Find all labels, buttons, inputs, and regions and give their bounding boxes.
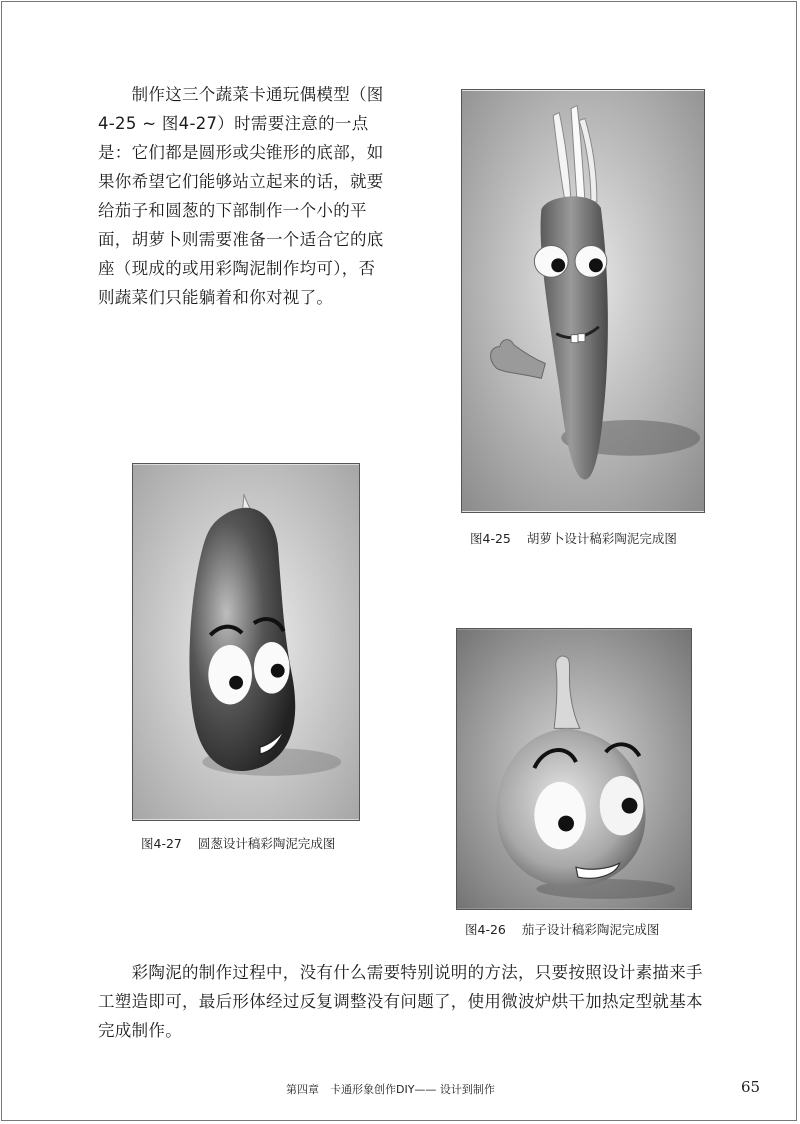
carrot-figure-caption (470, 529, 677, 547)
onion-figure-caption (141, 834, 335, 852)
intro-paragraph: 制作这三个蔬菜卡通玩偶模型（图4-25 ~ 图4-27）时需要注意的一点是：它们都是圆形或尖锥形的底部，如果你希望它们能够站立起来的话，就要给茄子和圆葱的下部制作一个小的平面，胡萝卜则需要准备一个适合它的底座（现成的或用彩陶泥制作均可），否则蔬菜们只能躺着和你对视了。 (98, 85, 384, 307)
figure-number: 图4-25 (470, 531, 511, 546)
figure-caption-text: 圆葱设计稿彩陶泥完成图 (197, 836, 336, 851)
onion-figure-image (132, 463, 360, 821)
page-number: 65 (741, 1078, 761, 1096)
eggplant-figure-caption (465, 920, 659, 938)
figure-caption-text: 茄子设计稿彩陶泥完成图 (521, 922, 660, 937)
chapter-footer: 第四章 卡通形象创作DIY—— 设计到制作 (286, 1083, 495, 1096)
closing-paragraph: 彩陶泥的制作过程中，没有什么需要特别说明的方法，只要按照设计素描来手工塑造即可，最后形体经过反复调整没有问题了，使用微波炉烘干加热定型就基本完成制作。 (98, 963, 703, 1040)
carrot-figure-image (461, 89, 705, 513)
figure-number: 图4-27 (141, 836, 182, 851)
figure-number: 图4-26 (465, 922, 506, 937)
figure-caption-text: 胡萝卜设计稿彩陶泥完成图 (526, 531, 677, 546)
eggplant-figure-image (456, 628, 692, 910)
